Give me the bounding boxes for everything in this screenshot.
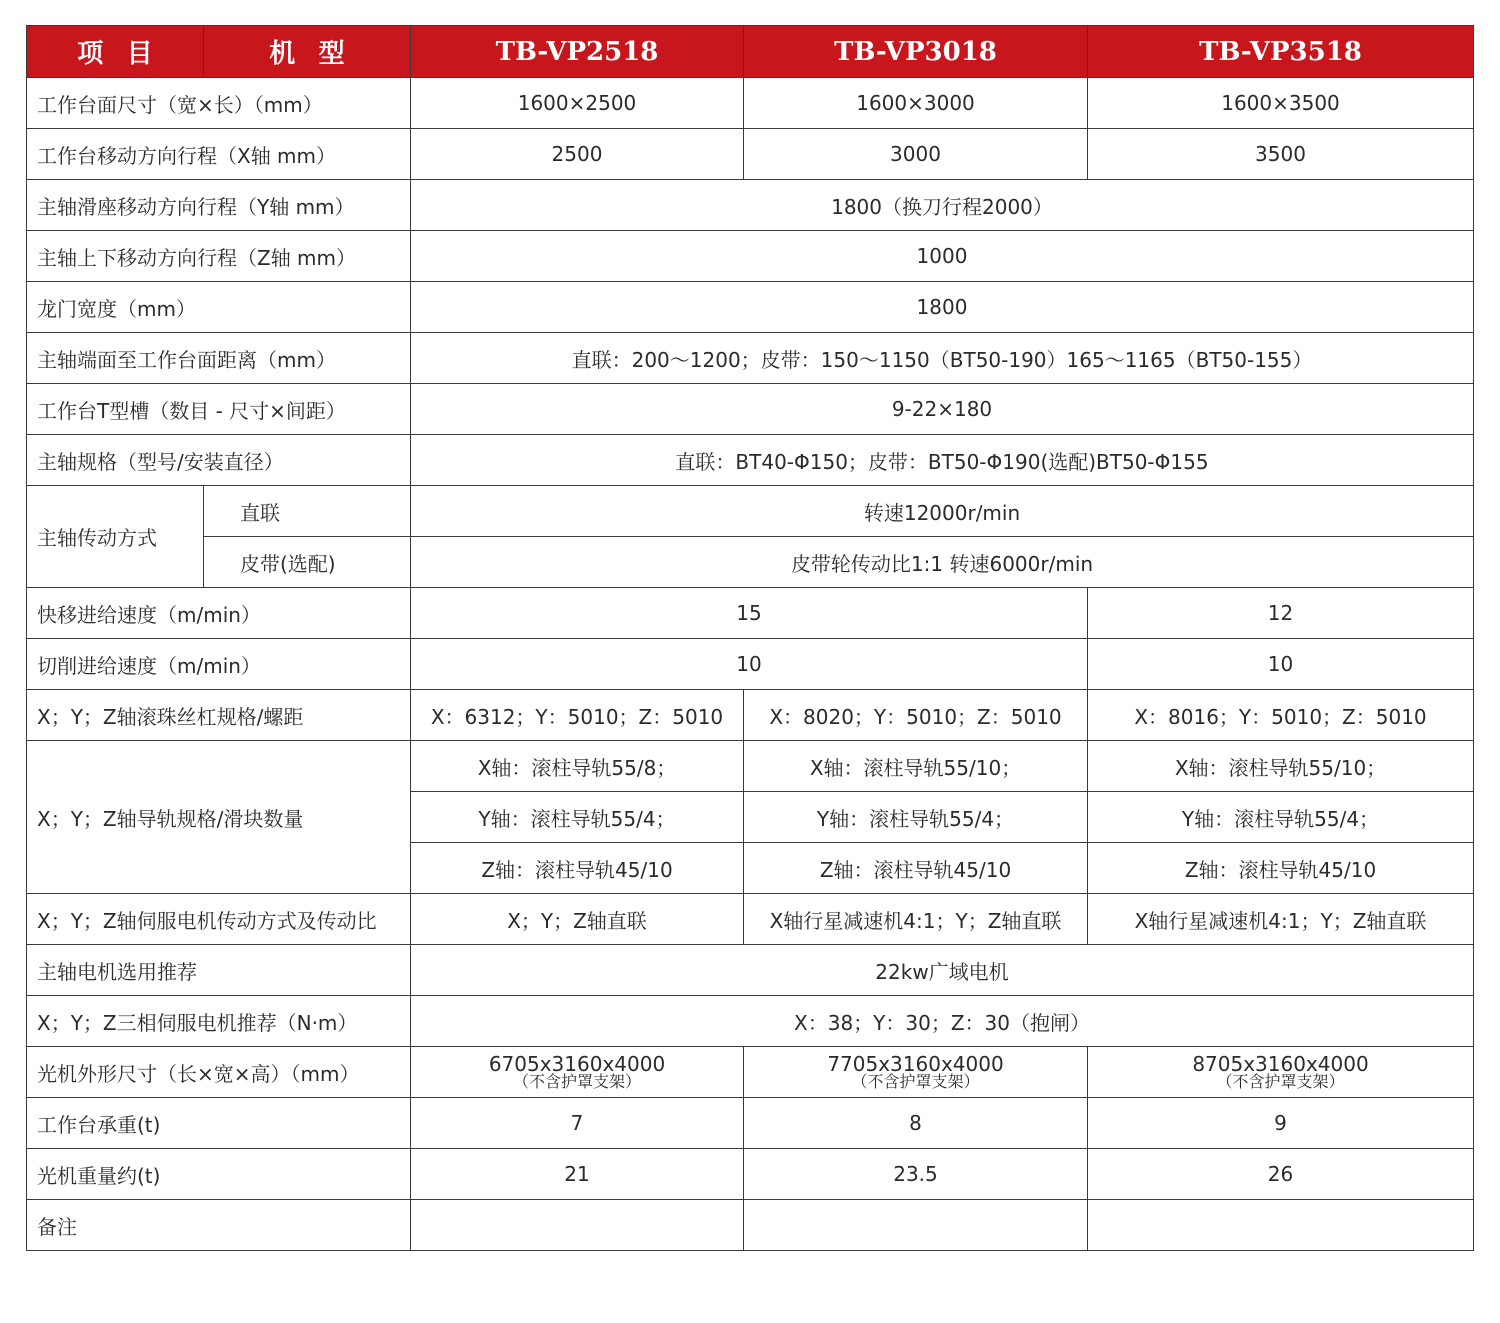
cell-value: 21 [411, 1149, 744, 1200]
cell-value: Y轴：滚柱导轨55/4； [411, 792, 744, 843]
cell-value: X：6312；Y：5010；Z：5010 [411, 690, 744, 741]
cell-value: 7 [411, 1098, 744, 1149]
cell-value [411, 1200, 744, 1251]
row-label: 主轴上下移动方向行程（Z轴 mm） [27, 231, 411, 282]
cell-value [744, 1047, 1088, 1098]
cell-value [411, 1047, 744, 1098]
cell-value: 22kw广域电机 [411, 945, 1474, 996]
dimension-value: 6705x3160x4000 [488, 1052, 666, 1076]
table-row [27, 333, 1474, 384]
cell-value: 直联：200～1200；皮带：150～1150（BT50-190）165～1165（BT50-155） [411, 333, 1474, 384]
dimension-value: 8705x3160x4000 [1192, 1052, 1369, 1076]
table-row [27, 486, 1474, 537]
cell-value: 9-22×180 [411, 384, 1474, 435]
row-label: 主轴传动方式 [27, 486, 204, 588]
table-row [27, 78, 1474, 129]
table-row [27, 1098, 1474, 1149]
table-row [27, 435, 1474, 486]
row-label: 工作台承重(t) [27, 1098, 411, 1149]
row-label: 主轴电机选用推荐 [27, 945, 411, 996]
table-row [27, 639, 1474, 690]
row-label: 主轴端面至工作台面距离（mm） [27, 333, 411, 384]
cell-value [744, 1200, 1088, 1251]
cell-value: 15 [411, 588, 1088, 639]
header-item: 项目 [27, 26, 204, 78]
table-row [27, 741, 1474, 792]
sub-label: 直联 [204, 486, 411, 537]
row-label: 备注 [27, 1200, 411, 1251]
cell-value: 23.5 [744, 1149, 1088, 1200]
table-row [27, 1200, 1474, 1251]
dimension-value: 7705x3160x4000 [827, 1052, 1004, 1076]
cell-value: 直联：BT40-Φ150；皮带：BT50-Φ190(选配)BT50-Φ155 [411, 435, 1474, 486]
cell-value: X：38；Y：30；Z：30（抱闸） [411, 996, 1474, 1047]
table-row [27, 690, 1474, 741]
cell-value: Y轴：滚柱导轨55/4； [1088, 792, 1474, 843]
header-model-2: TB-VP3018 [744, 26, 1088, 78]
cell-value: 3000 [744, 129, 1088, 180]
row-label: 切削进给速度（m/min） [27, 639, 411, 690]
cell-value: 1600×3000 [744, 78, 1088, 129]
cell-value: 3500 [1088, 129, 1474, 180]
header-row [27, 26, 1474, 78]
row-label: 快移进给速度（m/min） [27, 588, 411, 639]
cell-value: X轴行星减速机4:1；Y；Z轴直联 [1088, 894, 1474, 945]
row-label: 工作台面尺寸（宽×长）（mm） [27, 78, 411, 129]
table-row [27, 129, 1474, 180]
cell-value: 10 [411, 639, 1088, 690]
cell-value: 皮带轮传动比1:1 转速6000r/min [411, 537, 1474, 588]
cell-value: 2500 [411, 129, 744, 180]
cell-value: X；Y；Z轴直联 [411, 894, 744, 945]
cell-value: 1600×3500 [1088, 78, 1474, 129]
row-label: 主轴规格（型号/安装直径） [27, 435, 411, 486]
cell-value: 9 [1088, 1098, 1474, 1149]
cell-value [1088, 1047, 1474, 1098]
table-row [27, 894, 1474, 945]
cell-value: Z轴：滚柱导轨45/10 [744, 843, 1088, 894]
table-row [27, 996, 1474, 1047]
cell-value: X轴行星减速机4:1；Y；Z轴直联 [744, 894, 1088, 945]
cell-value: X轴：滚柱导轨55/10； [744, 741, 1088, 792]
spec-table [26, 25, 1474, 1251]
table-row [27, 945, 1474, 996]
row-label: X；Y；Z轴滚珠丝杠规格/螺距 [27, 690, 411, 741]
cell-value: 1000 [411, 231, 1474, 282]
cell-value: 12 [1088, 588, 1474, 639]
cell-value: 1600×2500 [411, 78, 744, 129]
row-label: 龙门宽度（mm） [27, 282, 411, 333]
row-label: 工作台移动方向行程（X轴 mm） [27, 129, 411, 180]
table-row [27, 588, 1474, 639]
row-label: 工作台T型槽（数目 - 尺寸×间距） [27, 384, 411, 435]
table-row [27, 231, 1474, 282]
table-row [27, 537, 1474, 588]
cell-value: 10 [1088, 639, 1474, 690]
cell-value: X轴：滚柱导轨55/8； [411, 741, 744, 792]
header-model-3: TB-VP3518 [1088, 26, 1474, 78]
row-label: 主轴滑座移动方向行程（Y轴 mm） [27, 180, 411, 231]
cell-value: 转速12000r/min [411, 486, 1474, 537]
sub-label: 皮带(选配) [204, 537, 411, 588]
cell-value: 8 [744, 1098, 1088, 1149]
header-model: 机型 [204, 26, 411, 78]
cell-value: 1800 [411, 282, 1474, 333]
row-label: 光机外形尺寸（长×宽×高）（mm） [27, 1047, 411, 1098]
cell-value [1088, 1200, 1474, 1251]
cell-value: Y轴：滚柱导轨55/4； [744, 792, 1088, 843]
table-row [27, 384, 1474, 435]
header-model-1: TB-VP2518 [411, 26, 744, 78]
row-label: X；Y；Z轴伺服电机传动方式及传动比 [27, 894, 411, 945]
table-row [27, 1149, 1474, 1200]
cell-value: X：8020；Y：5010；Z：5010 [744, 690, 1088, 741]
table-row [27, 282, 1474, 333]
table-row [27, 180, 1474, 231]
cell-value: X轴：滚柱导轨55/10； [1088, 741, 1474, 792]
cell-value: 1800（换刀行程2000） [411, 180, 1474, 231]
row-label: 光机重量约(t) [27, 1149, 411, 1200]
row-label: X；Y；Z轴导轨规格/滑块数量 [27, 741, 411, 894]
dimension-note: （不含护罩支架） [512, 1072, 641, 1091]
cell-value: 26 [1088, 1149, 1474, 1200]
row-label: X；Y；Z三相伺服电机推荐（N·m） [27, 996, 411, 1047]
dimension-note: （不含护罩支架） [1216, 1072, 1345, 1091]
dimension-note: （不含护罩支架） [851, 1072, 980, 1091]
cell-value: Z轴：滚柱导轨45/10 [411, 843, 744, 894]
table-row [27, 1047, 1474, 1098]
cell-value: X：8016；Y：5010；Z：5010 [1088, 690, 1474, 741]
cell-value: Z轴：滚柱导轨45/10 [1088, 843, 1474, 894]
